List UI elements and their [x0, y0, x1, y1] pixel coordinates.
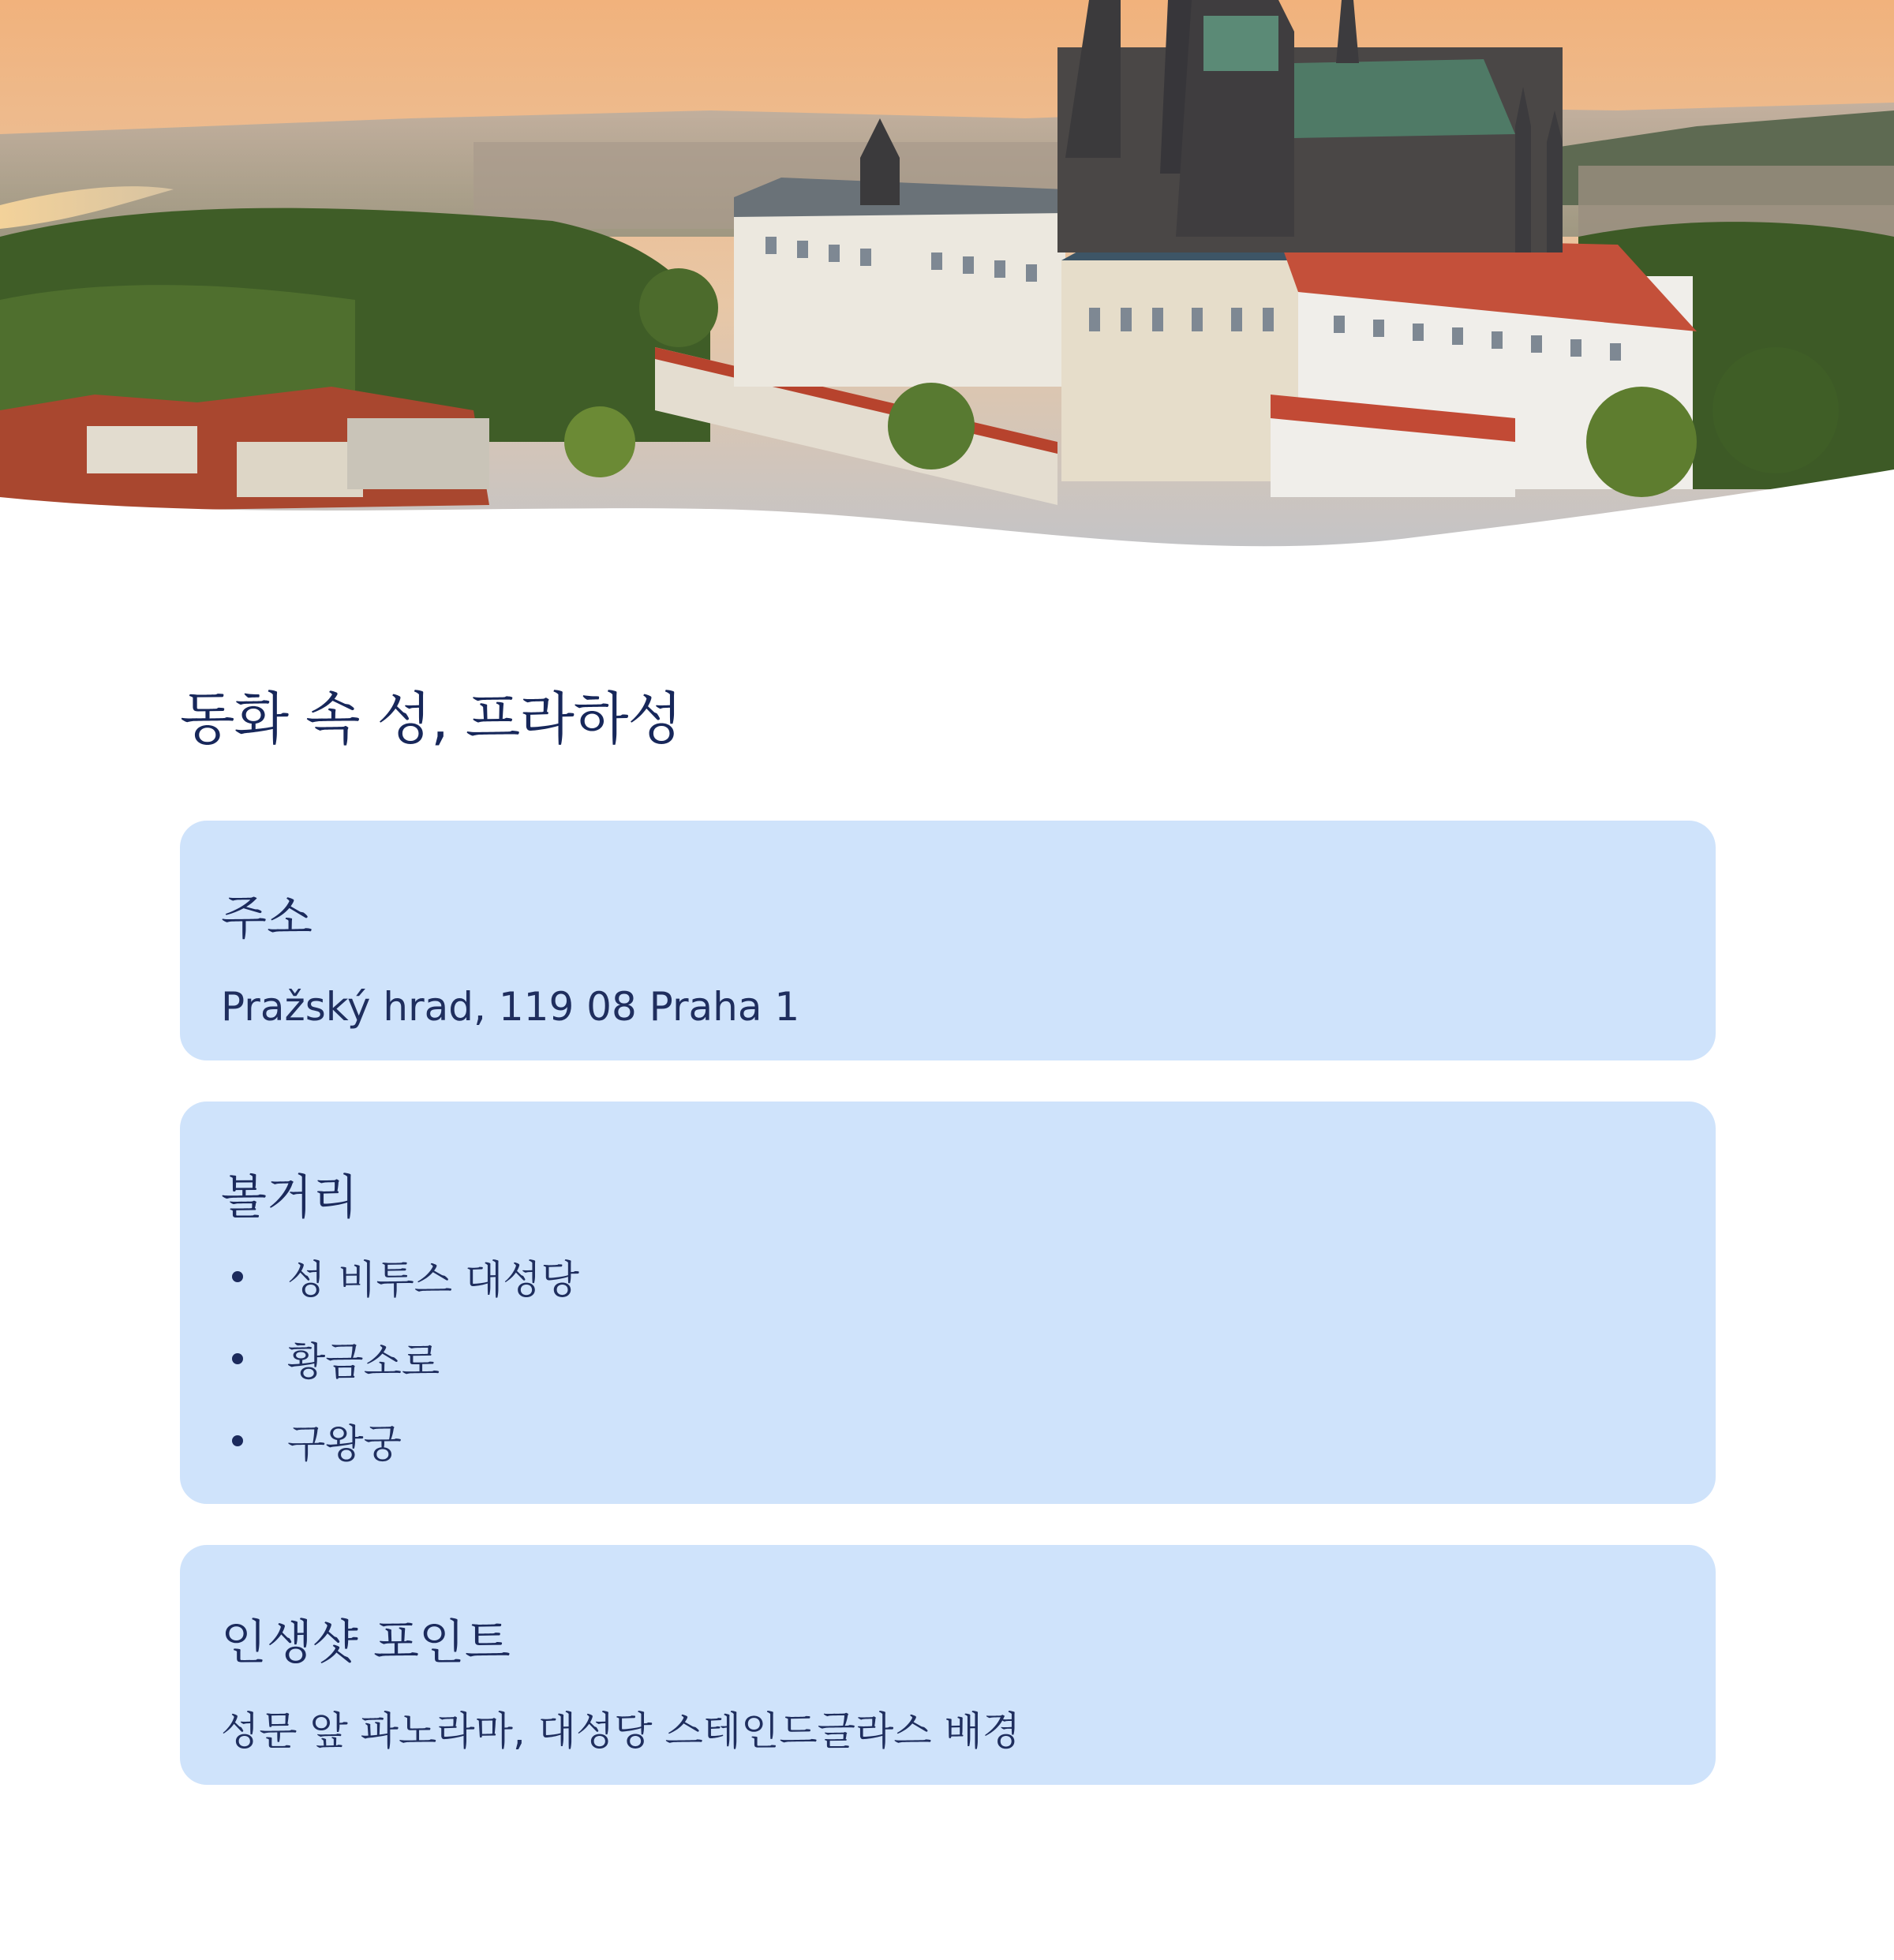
list-item	[221, 1318, 579, 1400]
bullet-icon	[232, 1271, 243, 1282]
sights-card	[180, 1102, 1716, 1504]
address-title: 주소	[221, 891, 313, 946]
page-title: 동화 속 성, 프라하성	[180, 686, 682, 752]
list-item-label: 성 비투스 대성당	[287, 1257, 579, 1303]
photo-spot-card	[180, 1545, 1716, 1785]
list-item	[221, 1236, 579, 1318]
sights-title: 볼거리	[221, 1170, 358, 1225]
hero-image	[0, 0, 1894, 552]
list-item-label: 황금소로	[287, 1339, 440, 1385]
bullet-icon	[232, 1435, 243, 1446]
photo-spot-title: 인생샷 포인트	[221, 1615, 511, 1670]
prague-castle-photo	[0, 0, 1894, 552]
bullet-icon	[232, 1353, 243, 1364]
list-item-label: 구왕궁	[287, 1421, 402, 1467]
address-text: Pražský hrad, 119 08 Praha 1	[221, 984, 800, 1030]
address-card	[180, 821, 1716, 1060]
list-item	[221, 1400, 579, 1482]
photo-spot-text: 성문 앞 파노라마, 대성당 스테인드글라스 배경	[221, 1708, 1021, 1754]
sights-list	[221, 1236, 579, 1482]
